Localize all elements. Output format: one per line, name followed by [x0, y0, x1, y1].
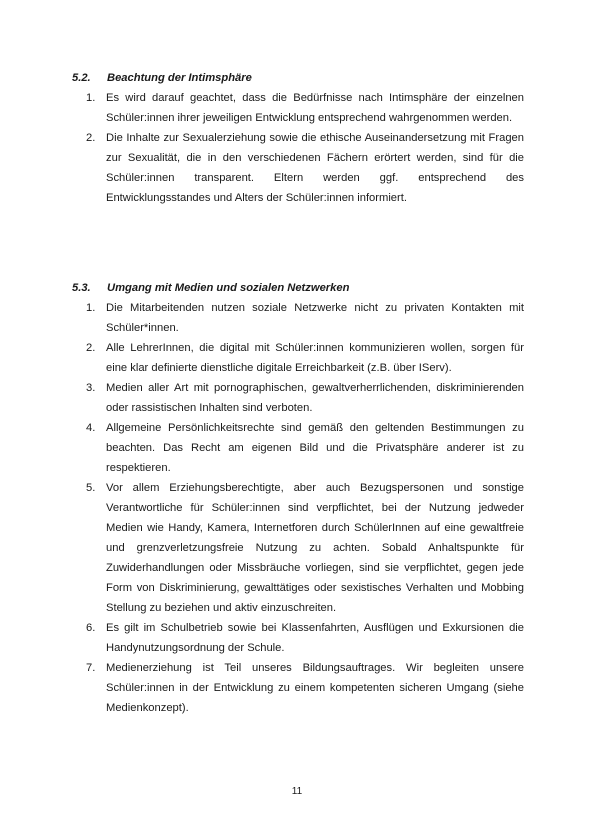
- list-item: [72, 378, 524, 418]
- list-item-number: 2.: [86, 342, 96, 354]
- list-item: [72, 658, 524, 718]
- section-heading: [72, 278, 524, 298]
- list-item-number: 6.: [86, 622, 96, 634]
- section-5-3: [72, 278, 524, 718]
- list-item: [72, 128, 524, 208]
- section-title: Beachtung der Intimsphäre: [107, 72, 252, 84]
- list-item-text: Die Mitarbeitenden nutzen soziale Netzwerke nicht zu privaten Kontakten mit Schüler*innen.: [106, 302, 524, 334]
- list-item-number: 4.: [86, 422, 96, 434]
- list-item-text: Allgemeine Persönlichkeitsrechte sind gemäß den geltenden Bestimmungen zu beachten. Das Recht am eigenen Bild und die Privatsphäre anderer ist zu respektieren.: [106, 422, 524, 474]
- list-item-number: 1.: [86, 302, 96, 314]
- list-item: [72, 618, 524, 658]
- list-item-text: Vor allem Erziehungsberechtigte, aber auch Bezugspersonen und sonstige Verantwortliche für Schüler:innen sind verpflichtet, bei der Nutzung jedweder Medien wie Handy, Kamera, Internetforen durch SchülerInnen auf eine gewaltfreie und grenzverletzungsfreie Nutzung zu achten. Sobald Anhaltspunkte für Zuwiderhandlungen oder Missbräuche vorliegen, sind sie verpflichtet, gegen jede Form von Diskriminierung, gewalttätiges oder sexistisches Verhalten und Mobbing Stellung zu beziehen und aktiv einzuschreiten.: [106, 482, 524, 614]
- list-item-number: 7.: [86, 662, 96, 674]
- section-5-2: [72, 68, 524, 208]
- list-item-number: 3.: [86, 382, 96, 394]
- list-item: [72, 418, 524, 478]
- list-item: [72, 298, 524, 338]
- page-number: 11: [291, 786, 303, 797]
- list-item: [72, 338, 524, 378]
- list-item-number: 2.: [86, 132, 96, 144]
- list-item-text: Medien aller Art mit pornographischen, gewaltverherrlichenden, diskriminierenden oder rassistischen Inhalten sind verboten.: [106, 382, 524, 414]
- section-list: [72, 298, 524, 718]
- list-item-text: Es gilt im Schulbetrieb sowie bei Klassenfahrten, Ausflügen und Exkursionen die Handynutzungsordnung der Schule.: [106, 622, 524, 654]
- list-item-text: Medienerziehung ist Teil unseres Bildungsauftrages. Wir begleiten unsere Schüler:innen in der Entwicklung zu einem kompetenten sicheren Umgang (siehe Medienkonzept).: [106, 662, 524, 714]
- list-item: [72, 478, 524, 618]
- section-title: Umgang mit Medien und sozialen Netzwerken: [107, 282, 350, 294]
- list-item-text: Es wird darauf geachtet, dass die Bedürfnisse nach Intimsphäre der einzelnen Schüler:innen ihrer jeweiligen Entwicklung entsprechend wahrgenommen werden.: [106, 92, 524, 124]
- section-list: [72, 88, 524, 208]
- list-item-text: Die Inhalte zur Sexualerziehung sowie die ethische Auseinandersetzung mit Fragen zur Sexualität, die in den verschiedenen Fächern erörtert werden, sind für die Schüler:innen transparent. Eltern werden ggf. entsprechend des Entwicklungsstandes und Alters der Schüler:innen informiert.: [106, 132, 524, 204]
- list-item-number: 5.: [86, 482, 96, 494]
- list-item-text: Alle LehrerInnen, die digital mit Schüler:innen kommunizieren wollen, sorgen für eine klar definierte dienstliche digitale Erreichbarkeit (z.B. über IServ).: [106, 342, 524, 374]
- section-heading: [72, 68, 524, 88]
- list-item-number: 1.: [86, 92, 96, 104]
- list-item: [72, 88, 524, 128]
- section-number: 5.3.: [72, 282, 91, 294]
- section-number: 5.2.: [72, 72, 91, 84]
